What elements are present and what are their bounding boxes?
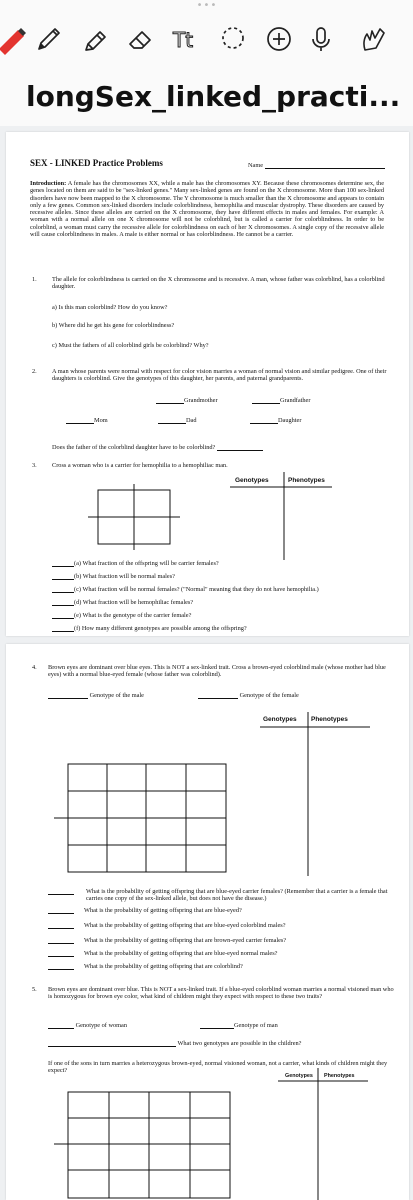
introduction-paragraph [30,180,384,238]
highlighter-tool-button[interactable] [78,22,112,56]
man-genotype-field[interactable] [200,1022,278,1029]
q3b-blank[interactable] [52,573,74,580]
grandfather-blank[interactable] [252,397,280,404]
male-genotype-blank[interactable] [48,692,88,699]
q2-number: 2. [32,368,37,375]
q3a-blank[interactable] [52,560,74,567]
plus-circle-icon [262,22,296,56]
q4-prob-3[interactable] [48,922,286,929]
q5-punnett-square[interactable] [54,1088,234,1200]
q4p5-blank[interactable] [48,950,74,957]
annotation-toolbar [0,0,413,74]
name-blank[interactable] [265,162,385,169]
eraser-tool-button[interactable] [124,22,158,56]
worksheet-page-1 [6,132,409,636]
q4p1-blank[interactable] [48,888,74,895]
q3-part-b[interactable] [52,573,175,580]
lasso-tool-button[interactable] [216,22,250,56]
q1-part-c: c) Must the fathers of all colorblind girls be colorblind? Why? [52,342,209,349]
q1-number: 1. [32,276,37,283]
q3-t-chart[interactable] [230,472,334,562]
q4p1-text: What is the probability of getting offspring that are blue-eyed carrier females? (Remember that a carrier is a female that carries one copy of the sex-linked allele, but does not have the disease.) [86,888,388,903]
q4p4-blank[interactable] [48,937,74,944]
microphone-button[interactable] [304,22,338,56]
q4-punnett-square[interactable] [54,760,230,876]
q2-followup-text: Does the father of the colorblind daughter have to be colorblind? [52,444,216,451]
female-genotype-blank[interactable] [198,692,238,699]
daughter-field[interactable] [250,417,301,424]
q5-t-chart[interactable] [278,1068,370,1200]
q4-prob-2[interactable] [48,907,242,914]
q4p6-text: What is the probability of getting offspring that are colorblind? [84,963,243,970]
woman-genotype-blank[interactable] [48,1022,74,1029]
woman-genotype-field[interactable] [48,1022,127,1029]
q1-text: The allele for colorblindness is carried on the X chromosome and is recessive. A man, whose father was colorblind, has a colorblind daughter. [52,276,385,291]
man-genotype-label: Genotype of man [234,1022,278,1029]
q3c-blank[interactable] [52,586,74,593]
more-dots-handle[interactable]: ••• [196,0,218,11]
dad-blank[interactable] [158,417,186,424]
dad-field[interactable] [158,417,197,424]
q4p3-blank[interactable] [48,922,74,929]
q3-part-c[interactable] [52,586,319,593]
grandmother-label: Grandmother [184,397,218,404]
intro-label: Introduction: [30,180,67,187]
q2-followup[interactable] [52,444,263,451]
q3f-text: (f) How many different genotypes are possible among the offspring? [74,625,247,632]
q4-prob-1[interactable] [48,888,392,903]
male-genotype-field[interactable] [48,692,144,699]
female-genotype-field[interactable] [198,692,299,699]
dad-label: Dad [186,417,197,424]
q1-part-a: a) Is this man colorblind? How do you know? [52,304,168,311]
daughter-blank[interactable] [250,417,278,424]
svg-text:Tt: Tt [173,28,194,52]
q4p5-text: What is the probability of getting offspring that are blue-eyed normal males? [84,950,278,957]
q4-genotypes-header: Genotypes [263,716,297,723]
grandfather-label: Grandfather [280,397,311,404]
add-button[interactable] [262,22,296,56]
q3c-text: (c) What fraction will be normal females? ("Normal" meaning that they do not have hemophilia.) [74,586,319,593]
text-icon [170,22,204,56]
grandmother-field[interactable] [156,397,218,404]
pencil-icon [32,22,66,56]
q4-prob-4[interactable] [48,937,286,944]
q3d-text: (d) What fraction will be hemophiliac females? [74,599,194,606]
pen-tool-button[interactable] [0,22,28,56]
q3-part-d[interactable] [52,599,193,606]
q4p2-text: What is the probability of getting offspring that are blue-eyed? [84,907,242,914]
two-genotypes-label: What two genotypes are possible in the children? [177,1040,302,1047]
two-genotypes-field[interactable] [48,1040,301,1047]
q4-prob-5[interactable] [48,950,277,957]
mom-blank[interactable] [66,417,94,424]
highlighter-icon [78,22,112,56]
document-title-bar [0,74,413,126]
q5-genotypes-header: Genotypes [285,1073,313,1079]
q5-number: 5. [32,986,37,993]
microphone-icon [304,22,338,56]
q3-part-f[interactable] [52,625,247,632]
q2-text: A man whose parents were normal with respect for color vision marries a woman of normal vision and similar pedigree. One of their daughters is colorblind. Give the genotypes of this daughter, her parents, and paternal grandparents. [52,368,387,383]
q4-t-chart[interactable] [260,712,372,878]
q5-text: Brown eyes are dominant over blue. This is NOT a sex-linked trait. If a blue-eyed colorblind woman marries a normal visioned man who is homozygous for brown eye color, what kind of children might they expect with respect to these two traits? [48,986,394,1001]
intro-text: A female has the chromosomes XX, while a male has the chromosomes XY. Because these chromosomes determine sex, the genes located on them are said to be "sex-linked genes." Many sex-linked genes are found on the X chromosome. More than 100 sex-linked disorders have now been mapped to the X chromosome. The Y chromosome is much smaller than the X chromosome and appears to contain only a few genes. Common sex-linked disorders include colorblindness, hemophilia and muscular dystrophy. These disorders are caused by recessive alleles. Since these alleles are carried on the X chromosome, they have different effects in males and females. For example: A woman with a normal allele on one X chromosome will not be colorblind, but is called a carrier for colorblindness. In order to be colorblind, a woman must carry the recessive allele for colorblindness on each of her X chromosomes. A single copy of the recessive allele will cause colorblindness in males. A male is either normal or has colorblindness. He cannot be a carrier. [30,180,384,239]
q3-part-e[interactable] [52,612,191,619]
q3-punnett-square[interactable] [88,484,180,552]
q1-part-b: b) Where did he get his gene for colorblindness? [52,322,175,329]
pencil-tool-button[interactable] [32,22,66,56]
q5-followup: If one of the sons in turn marries a heterozygous brown-eyed, normal visioned woman, not a carrier, what kinds of children might they expect? [48,1060,388,1075]
document-title: longSex_linked_practi... [26,80,401,113]
mom-label: Mom [94,417,108,424]
daughter-label: Daughter [278,417,302,424]
q4p3-text: What is the probability of getting offspring that are blue-eyed colorblind males? [84,922,286,929]
q3-part-a[interactable] [52,560,219,567]
man-genotype-blank[interactable] [200,1022,234,1029]
q4-phenotypes-header: Phenotypes [311,716,348,723]
male-genotype-label: Genotype of the male [89,692,144,699]
eraser-icon [124,22,158,56]
q3-text: Cross a woman who is a carrier for hemophilia to a hemophiliac man. [52,462,228,469]
name-label: Name [248,162,264,169]
woman-genotype-label: Genotype of woman [75,1022,127,1029]
q5-phenotypes-header: Phenotypes [324,1073,355,1079]
two-genotypes-blank[interactable] [48,1040,176,1047]
q3b-text: (b) What fraction will be normal males? [74,573,175,580]
hand-pencil-icon [356,22,390,56]
grandmother-blank[interactable] [156,397,184,404]
q3f-blank[interactable] [52,625,74,632]
pen-icon [0,22,28,56]
q4-prob-6[interactable] [48,963,243,970]
mom-field[interactable] [66,417,108,424]
worksheet-heading: SEX - LINKED Practice Problems [30,158,163,168]
q4-number: 4. [32,664,37,671]
q3-genotypes-header: Genotypes [235,477,269,484]
q3-phenotypes-header: Phenotypes [288,477,325,484]
q3e-blank[interactable] [52,612,74,619]
q4p6-blank[interactable] [48,963,74,970]
q2-followup-blank[interactable] [217,444,263,451]
text-tool-button[interactable] [170,22,204,56]
q3e-text: (e) What is the genotype of the carrier female? [74,612,192,619]
lasso-icon [216,22,250,56]
worksheet-page-2 [6,644,409,1200]
q4p2-blank[interactable] [48,907,74,914]
name-field[interactable] [248,162,385,169]
q4-text: Brown eyes are dominant over blue eyes. This is NOT a sex-linked trait. Cross a brown-eyed colorblind male (whose mother had blue eyes) with a normal blue-eyed female (whose father was colorblind). [48,664,386,679]
q3d-blank[interactable] [52,599,74,606]
touch-draw-button[interactable] [356,22,390,56]
q4p4-text: What is the probability of getting offspring that are brown-eyed carrier females? [84,937,287,944]
q3-number: 3. [32,462,37,469]
female-genotype-label: Genotype of the female [239,692,299,699]
grandfather-field[interactable] [252,397,310,404]
q3a-text: (a) What fraction of the offspring will be carrier females? [74,560,219,567]
